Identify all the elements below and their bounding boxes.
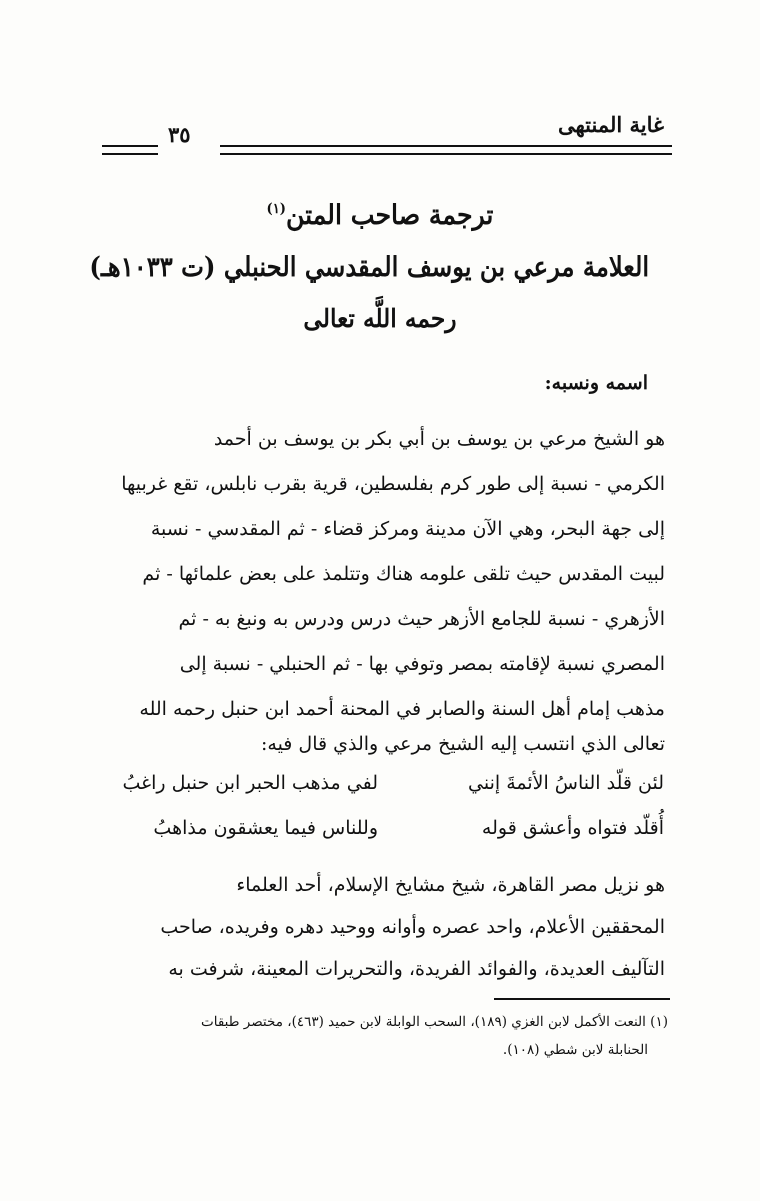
biography-title: [100, 200, 660, 231]
footnote-line: (١) النعت الأكمل لابن الغزي (١٨٩)، السحب الوابلة لابن حميد (٤٦٣)، مختصر طبقات: [201, 1014, 668, 1030]
header-rule-long: [220, 145, 672, 155]
body-line: هو نزيل مصر القاهرة، شيخ مشايخ الإسلام، أحد العلماء: [236, 874, 665, 896]
body-line: الكرمي - نسبة إلى طور كرم بفلسطين، قرية بقرب نابلس، تقع غربيها: [121, 473, 665, 495]
running-header-title: غاية المنتهى: [557, 112, 664, 137]
section-subhead: اسمه ونسبه:: [544, 372, 648, 394]
page-number: ٣٥: [168, 122, 191, 147]
body-line: التآليف العديدة، والفوائد الفريدة، والتحريرات المعينة، شرفت به: [168, 958, 665, 980]
body-line: تعالى الذي انتسب إليه الشيخ مرعي والذي قال فيه:: [260, 733, 665, 755]
header-rule-short: [102, 145, 158, 155]
scholar-name-heading: العلامة مرعي بن يوسف المقدسي الحنبلي (ت ١٠٣٣هـ): [89, 252, 650, 283]
footnote-marker: (١): [266, 201, 286, 217]
body-line: هو الشيخ مرعي بن يوسف بن أبي بكر بن يوسف بن أحمد: [213, 428, 665, 450]
verse-1-hemistich-2: لفي مذهب الحبر ابن حنبل راغبُ: [122, 772, 378, 794]
biography-title-text: ترجمة صاحب المتن: [285, 200, 494, 231]
body-line: المصري نسبة لإقامته بمصر وتوفي بها - ثم الحنبلي - نسبة إلى: [179, 653, 665, 675]
verse-2-hemistich-1: أُقلّد فتواه وأعشق قوله: [481, 817, 664, 839]
footnote-line: الحنابلة لابن شطي (١٠٨).: [502, 1042, 648, 1058]
verse-1-hemistich-1: لئن قلّد الناسُ الأئمةَ إنني: [468, 772, 664, 794]
body-line: مذهب إمام أهل السنة والصابر في المحنة أحمد ابن حنبل رحمه الله: [139, 698, 665, 720]
body-line: المحققين الأعلام، واحد عصره وأوانه ووحيد دهره وفريده، صاحب: [160, 916, 665, 938]
body-line: إلى جهة البحر، وهي الآن مدينة ومركز قضاء - ثم المقدسي - نسبة: [150, 518, 665, 540]
body-line: لبيت المقدس حيث تلقى علومه هناك وتتلمذ على بعض علمائها - ثم: [142, 563, 665, 585]
footnote-separator: [494, 998, 670, 1000]
blessing-heading: رحمه اللَّه تعالى: [303, 304, 457, 333]
verse-2-hemistich-2: وللناس فيما يعشقون مذاهبُ: [153, 817, 378, 839]
body-line: الأزهري - نسبة للجامع الأزهر حيث درس ودرس به ونبغ به - ثم: [178, 608, 665, 630]
